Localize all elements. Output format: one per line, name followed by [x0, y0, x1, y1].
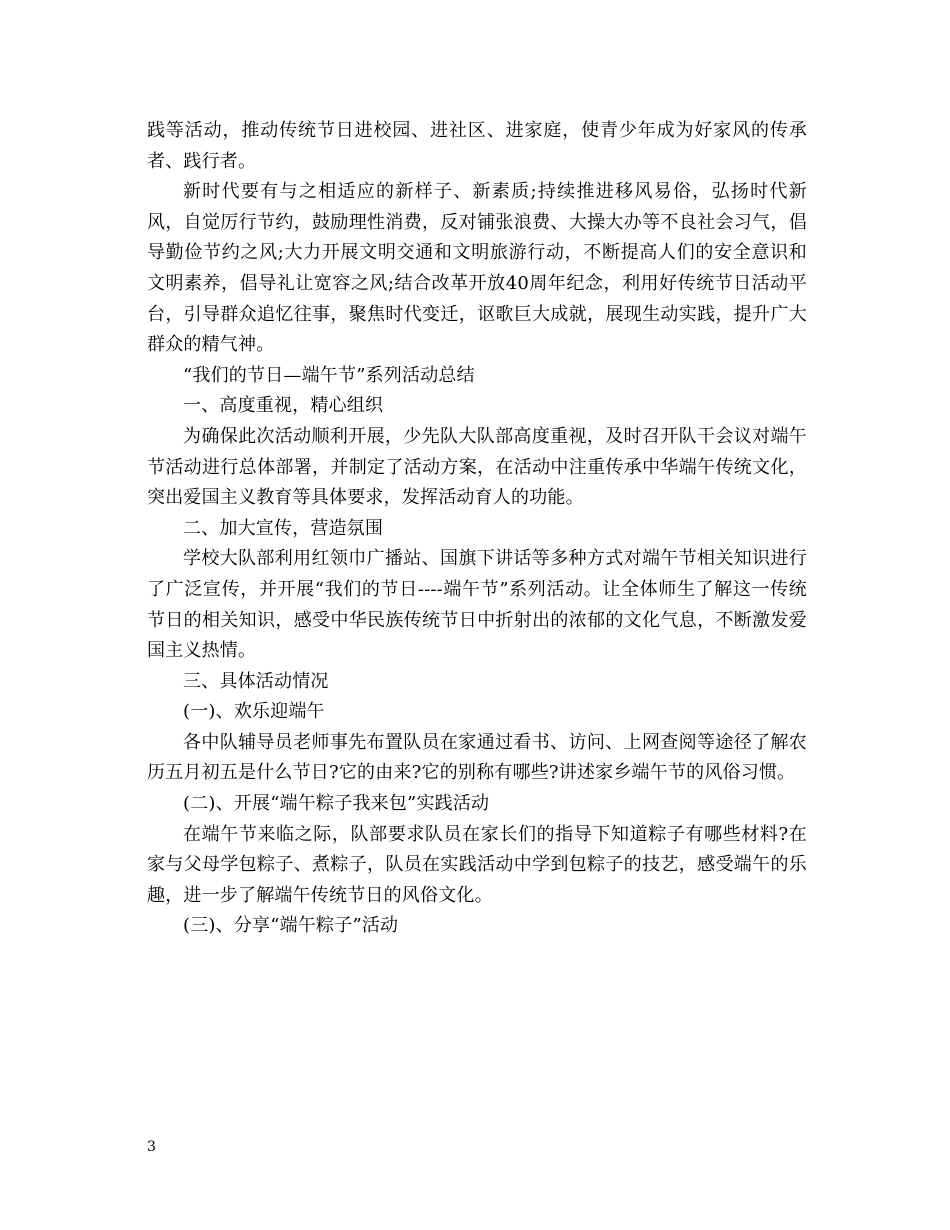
section-title: “我们的节日—端午节”系列活动总结: [183, 364, 475, 386]
document-body: [147, 116, 807, 942]
paragraph-welcome: 各中队辅导员老师事先布置队员在家通过看书、访问、上网查阅等途径了解农历五月初五是什么节日?它的由来?它的别称有哪些?讲述家乡端午节的风俗习惯。: [147, 731, 807, 784]
heading-2: 二、加大宣传，营造氛围: [183, 517, 384, 539]
paragraph-organization: 为确保此次活动顺利开展，少先队大队部高度重视，及时召开队干会议对端午节活动进行总体部署，并制定了活动方案，在活动中注重传承中华端午传统文化，突出爱国主义教育等具体要求，发挥活动育人的功能。: [147, 425, 807, 509]
page-number: 3: [147, 1139, 156, 1155]
paragraph-new-era: 新时代要有与之相适应的新样子、新素质;持续推进移风易俗，弘扬时代新风，自觉厉行节约，鼓励理性消费，反对铺张浪费、大操大办等不良社会习气，倡导勤俭节约之风;大力开展文明交通和文明旅游行动，不断提高人们的安全意识和文明素养，倡导礼让宽容之风;结合改革开放40周年纪念，利用好传统节日活动平台，引导群众追忆往事，聚焦时代变迁，讴歌巨大成就，展现生动实践，提升广大群众的精气神。: [147, 181, 807, 356]
paragraph-continuation: 践等活动，推动传统节日进校园、进社区、进家庭，使青少年成为好家风的传承者、践行者。: [147, 120, 807, 172]
paragraph-zongzi-practice: 在端午节来临之际，队部要求队员在家长们的指导下知道粽子有哪些材料?在家与父母学包粽子、煮粽子，队员在实践活动中学到包粽子的技艺，感受端午的乐趣，进一步了解端午传统节日的风俗文化。: [147, 823, 807, 906]
subheading-3-2: (二)、开展“端午粽子我来包”实践活动: [183, 793, 490, 815]
subheading-3-3: (三)、分享“端午粽子”活动: [183, 915, 399, 937]
paragraph-publicity: 学校大队部利用红领巾广播站、国旗下讲话等多种方式对端午节相关知识进行了广泛宣传，并开展“我们的节日----端午节”系列活动。让全体师生了解这一传统节日的相关知识，感受中华民族传统节日中折射出的浓郁的文化气息，不断激发爱国主义热情。: [147, 548, 807, 662]
subheading-3-1: (一)、欢乐迎端午: [183, 701, 325, 723]
heading-1: 一、高度重视，精心组织: [183, 395, 384, 417]
heading-3: 三、具体活动情况: [183, 670, 329, 692]
